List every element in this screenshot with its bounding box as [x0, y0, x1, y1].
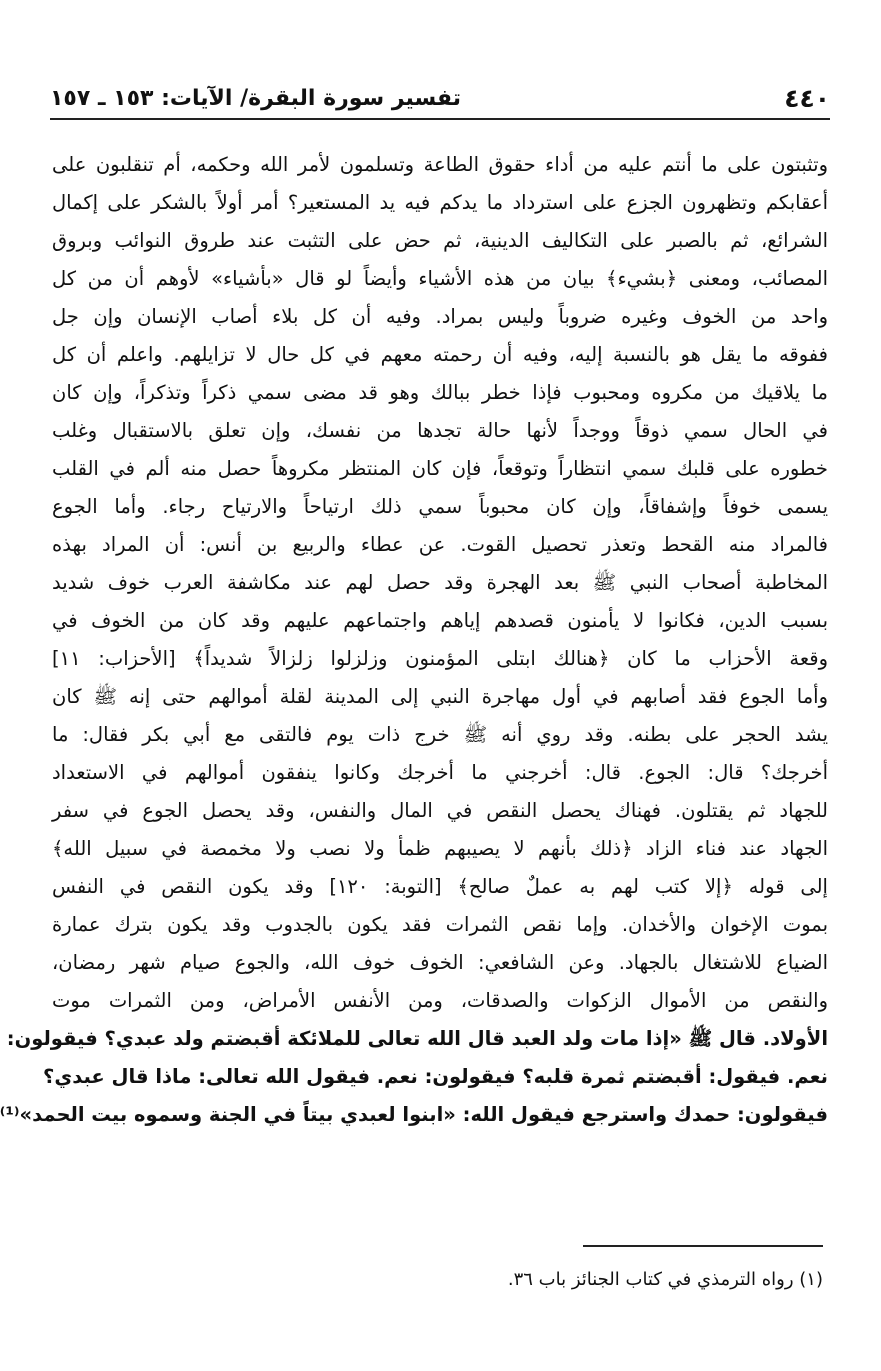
text-line: في الحال سمي ذوقاً ووجداً لأنها حالة تجدها من نفسك، وإن تعلق بالاستقبال وغلب	[52, 419, 828, 442]
text-line: والنقص من الأموال الزكوات والصدقات، ومن الأنفس الأمراض، ومن الثمرات موت	[52, 989, 828, 1012]
text-line: خطوره على قلبك سمي انتظاراً وتوقعاً، فإن كان المنتظر مكروهاً حصل منه ألم في القلب	[52, 457, 828, 480]
text-line: فيقولون: حمدك واسترجع فيقول الله: «ابنوا لعبدي بيتاً في الجنة وسموه بيت الحمد»⁽¹⁾	[0, 1103, 828, 1126]
text-line: وأما الجوع فقد أصابهم في أول مهاجرة النبي إلى المدينة لقلة أموالهم حتى إنه ﷺ كان	[52, 685, 828, 708]
text-line: أعقابكم وتظهرون الجزع على استرداد ما يدكم فيه يد المستعير؟ أمر أولاً بالشكر على إكمال	[52, 191, 828, 214]
text-line: الجهاد عند فناء الزاد ﴿ذلك بأنهم لا يصيبهم ظمأ ولا نصب ولا مخمصة في سبيل الله﴾	[52, 837, 828, 860]
text-line: إلى قوله ﴿إلا كتب لهم به عملٌ صالح﴾ [التوبة: ١٢٠] وقد يكون النقص في النفس	[52, 875, 828, 898]
text-line: بموت الإخوان والأخدان. وإما نقص الثمرات فقد يكون بالجدوب وقد يكون بترك عمارة	[52, 913, 828, 936]
running-title: تفسير سورة البقرة/ الآيات: ١٥٣ ـ ١٥٧	[50, 86, 461, 111]
page-number: ٤٤٠	[784, 84, 830, 113]
text-line: المخاطبة أصحاب النبي ﷺ بعد الهجرة وقد حصل لهم عند مكاشفة العرب خوف شديد	[52, 571, 828, 594]
text-line: نعم. فيقول: أقبضتم ثمرة قلبه؟ فيقولون: نعم. فيقول الله تعالى: ماذا قال عبدي؟	[43, 1065, 828, 1088]
text-line: الضياع للاشتغال بالجهاد. وعن الشافعي: الخوف خوف الله، والجوع صيام شهر رمضان،	[52, 951, 828, 974]
text-line: الشرائع، ثم بالصبر على التكاليف الدينية، ثم حض على التثبت عند طروق النوائب وبروق	[52, 229, 828, 252]
text-line: ما يلاقيك من مكروه ومحبوب فإذا خطر ببالك وهو قد مضى سمي ذكراً وتذكراً، وإن كان	[52, 381, 828, 404]
text-line: أخرجك؟ قال: الجوع. قال: أخرجني ما أخرجك وكانوا ينفقون أموالهم في الاستعداد	[52, 761, 828, 784]
footnote: (١) رواه الترمذي في كتاب الجنائز باب ٣٦.	[507, 1269, 823, 1290]
text-line: يشد الحجر على بطنه. وقد روي أنه ﷺ خرج ذات يوم فالتقى مع أبي بكر فقال: ما	[52, 723, 828, 746]
text-line: واحد من الخوف وغيره ضروباً وليس بمراد. وفيه أن كل بلاء أصاب الإنسان وإن جل	[52, 305, 828, 328]
text-line: يسمى خوفاً وإشفاقاً، وإن كان محبوباً سمي ذلك ارتياحاً والارتياح رجاء. وأما الجوع	[52, 495, 828, 518]
text-line: وقعة الأحزاب ما كان ﴿هنالك ابتلى المؤمنون وزلزلوا زلزالاً شديداً﴾ [الأحزاب: ١١]	[52, 647, 828, 670]
footnote-divider	[583, 1245, 823, 1247]
text-line: فالمراد منه القحط وتعذر تحصيل القوت. عن عطاء والربيع بن أنس: أن المراد بهذه	[52, 533, 828, 556]
text-line: بسبب الدين، فكانوا لا يأمنون قصدهم إياهم واجتماعهم عليهم وقد كان من الخوف في	[52, 609, 828, 632]
text-line: الأولاد. قال ﷺ «إذا مات ولد العبد قال الله تعالى للملائكة أقبضتم ولد عبدي؟ فيقولون:	[6, 1027, 828, 1050]
body-text	[0, 146, 828, 1134]
text-line: للجهاد ثم يقتلون. فهناك يحصل النقص في المال والنفس، وقد يحصل الجوع في سفر	[52, 799, 828, 822]
text-line: ففوقه ما يقل هو بالنسبة إليه، وفيه أن رحمته معهم في كل حال لا تزايلهم. واعلم أن كل	[52, 343, 828, 366]
text-line: المصائب، ومعنى ﴿بشيء﴾ بيان من هذه الأشياء وأيضاً لو قال «بأشياء» لأوهم أن من كل	[52, 267, 828, 290]
text-line: وتثبتون على ما أنتم عليه من أداء حقوق الطاعة وتسلمون لأمر الله وحكمه، أم تنقلبون على	[52, 153, 828, 176]
page-header	[50, 78, 830, 120]
